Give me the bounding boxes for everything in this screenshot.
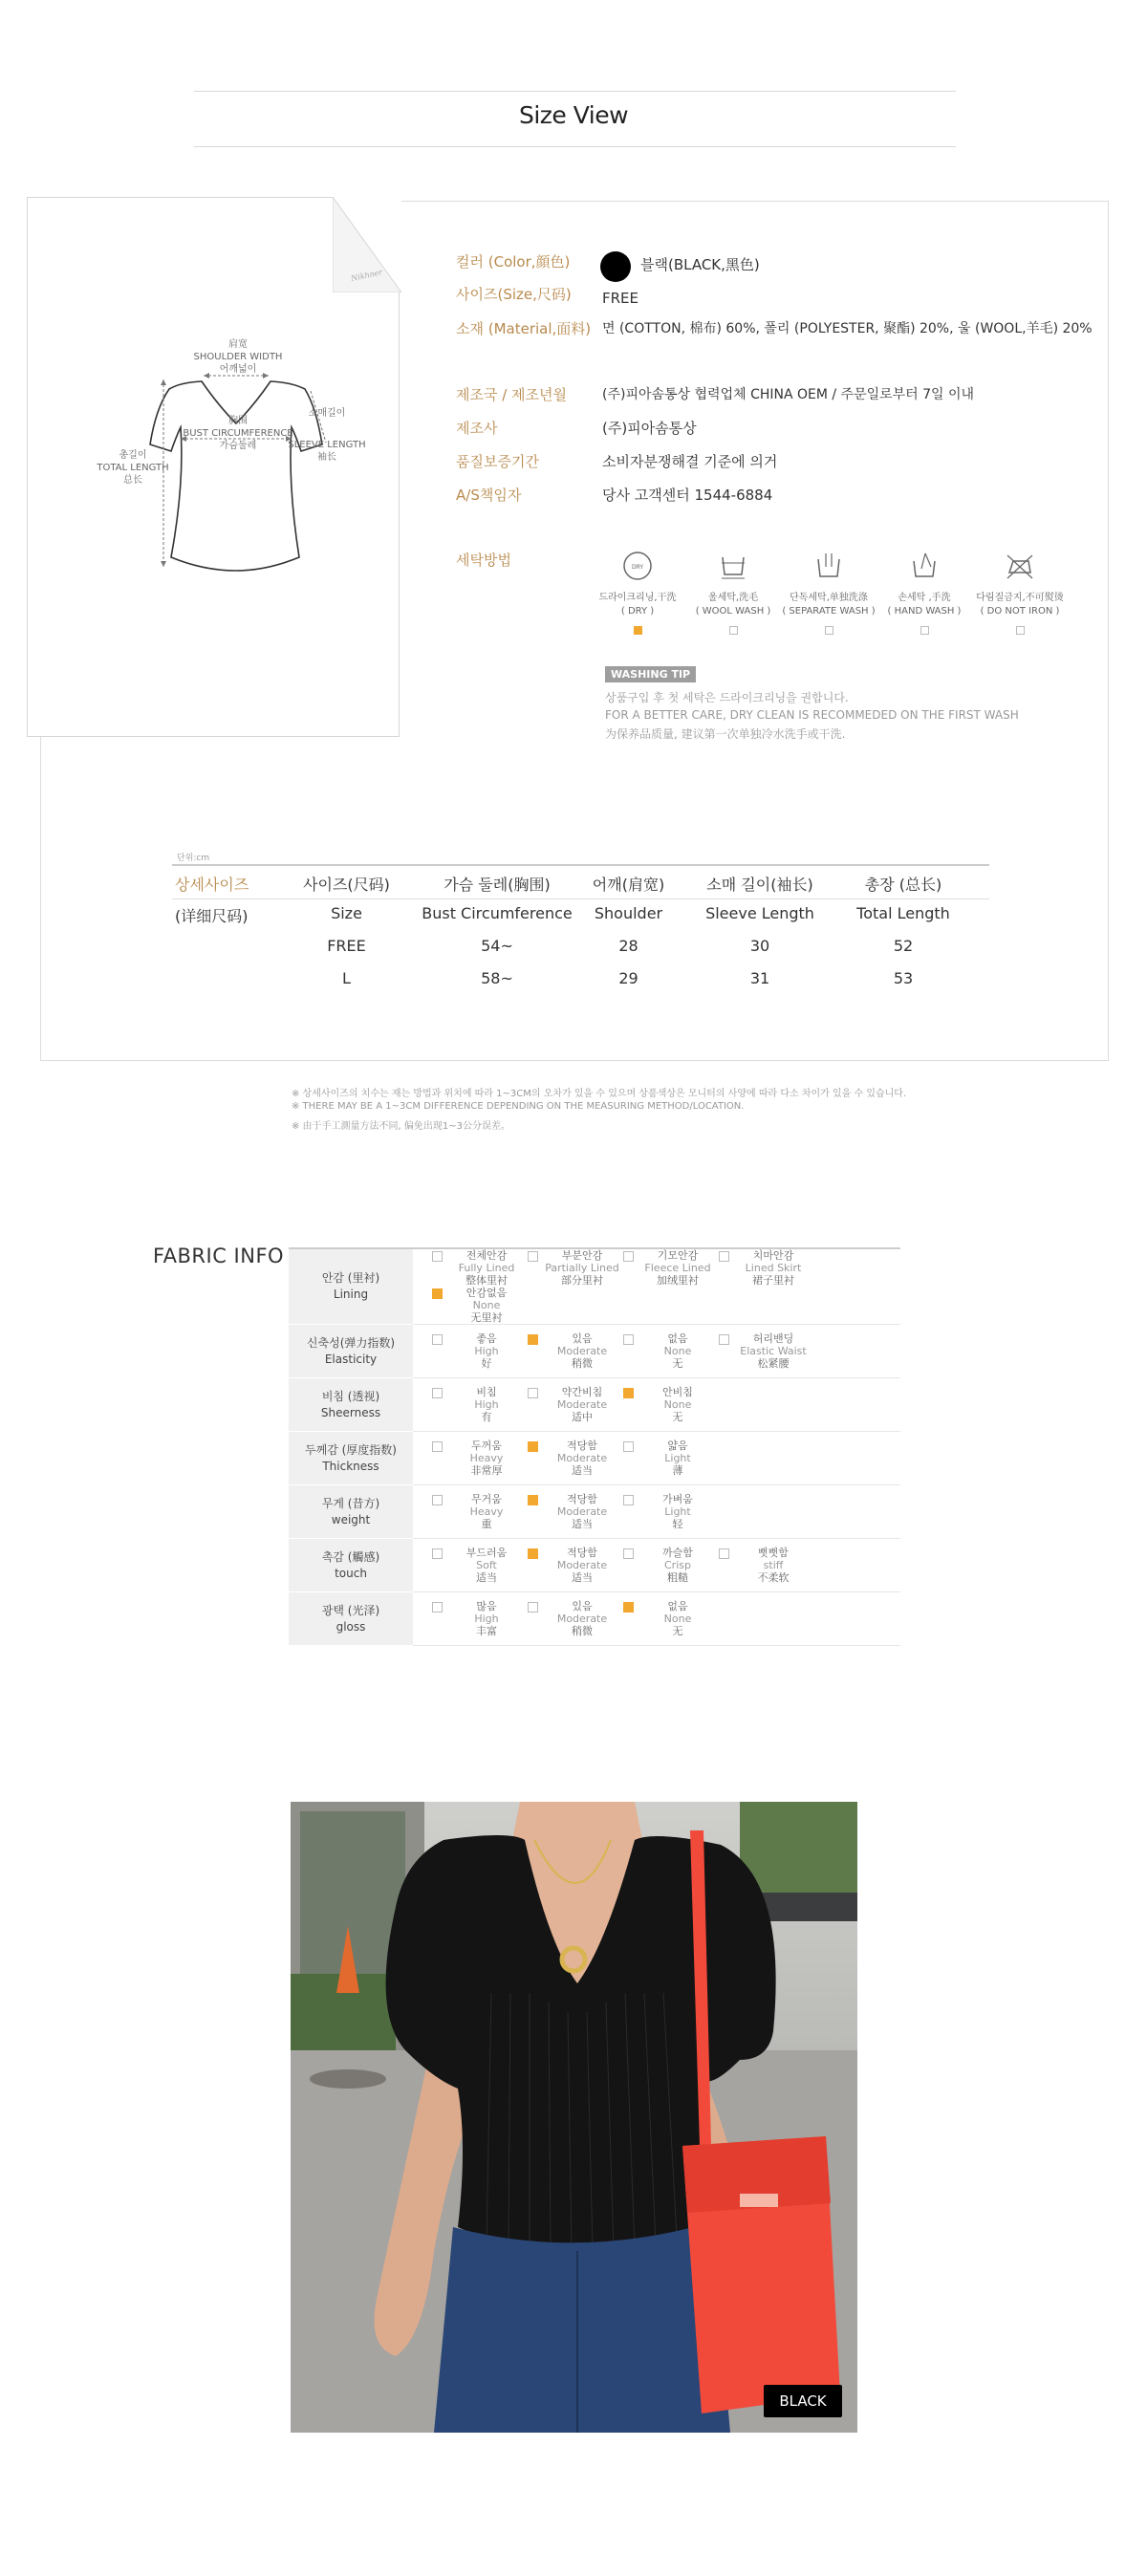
fabric-checkbox bbox=[432, 1288, 443, 1299]
fabric-option bbox=[432, 1287, 528, 1324]
fabric-option-zh: 适当 bbox=[572, 1464, 593, 1477]
hand-wash-icon bbox=[908, 550, 941, 582]
as-value: 당사 고객센터 1544-6884 bbox=[602, 487, 773, 504]
fabric-option-ko: 가벼움 bbox=[662, 1493, 693, 1505]
fabric-checkbox bbox=[432, 1602, 443, 1613]
wash-option-hand bbox=[872, 550, 977, 635]
fabric-label-ko: 광택 (光泽) bbox=[321, 1603, 380, 1617]
fabric-checkbox bbox=[528, 1495, 538, 1505]
fabric-option bbox=[719, 1547, 814, 1584]
fabric-checkbox bbox=[432, 1441, 443, 1452]
product-photo bbox=[291, 1802, 857, 2433]
fabric-option-zh: 整体里衬 bbox=[465, 1274, 508, 1287]
wash-label-ko: 울세탁,洗毛 bbox=[707, 593, 759, 603]
fabric-option bbox=[432, 1440, 528, 1477]
color-swatch-black bbox=[600, 251, 631, 282]
fabric-option bbox=[432, 1600, 528, 1637]
shoulder-label-ko: 어깨넓이 bbox=[219, 364, 257, 375]
fabric-option-ko: 부분안감 bbox=[561, 1249, 603, 1262]
sleeve-label-en: SLEEVE LENGTH bbox=[288, 440, 366, 450]
fabric-option-ko: 적당함 bbox=[567, 1440, 597, 1452]
fabric-checkbox bbox=[623, 1251, 634, 1262]
warranty-label: 품질보증기간 bbox=[456, 453, 539, 470]
shoulder-label-zh: 肩宽 bbox=[228, 339, 248, 350]
origin-label: 제조국 / 제조년월 bbox=[456, 386, 568, 403]
shoulder-label-en: SHOULDER WIDTH bbox=[193, 352, 283, 362]
fabric-option-zh: 有 bbox=[481, 1411, 492, 1423]
wash-label-ko: 드라이크리닝,干洗 bbox=[598, 593, 677, 603]
wash-option-dry bbox=[585, 550, 690, 635]
fabric-option-ko: 좋음 bbox=[476, 1332, 497, 1345]
fabric-options bbox=[413, 1592, 900, 1646]
fabric-option-ko: 부드러움 bbox=[465, 1547, 508, 1559]
fabric-label-en: Lining bbox=[333, 1288, 369, 1301]
fabric-option-ko: 많음 bbox=[476, 1600, 497, 1613]
bust-label-en: BUST CIRCUMFERENCE bbox=[183, 428, 293, 439]
fabric-option-en: Lined Skirt bbox=[745, 1262, 802, 1274]
size-col-header-en: Size bbox=[331, 904, 362, 922]
fabric-option-ko: 뻣뻣함 bbox=[758, 1547, 789, 1559]
fabric-option bbox=[623, 1440, 719, 1477]
fabric-option-en: Moderate bbox=[556, 1505, 608, 1518]
fabric-option bbox=[528, 1547, 623, 1584]
size-unit: 단위:cm bbox=[177, 854, 210, 863]
fabric-label-ko: 안감 (里衬) bbox=[321, 1271, 380, 1285]
fabric-option bbox=[528, 1249, 623, 1287]
fabric-option-zh: 薄 bbox=[672, 1464, 683, 1477]
color-label: 컬러 (Color,顔色) bbox=[456, 253, 571, 271]
origin-value: (주)피아솜통상 협력업체 CHINA OEM / 주문일로부터 7일 이내 bbox=[602, 387, 975, 402]
fabric-row-label bbox=[289, 1539, 413, 1592]
maker-value: (주)피아솜통상 bbox=[602, 420, 697, 437]
fabric-checkbox bbox=[719, 1548, 729, 1559]
wash-label-en: ( DO NOT IRON ) bbox=[980, 606, 1060, 617]
fabric-option-zh: 适当 bbox=[572, 1518, 593, 1530]
washing-tip-en: FOR A BETTER CARE, DRY CLEAN IS RECOMMEDED ON THE FIRST WASH bbox=[605, 708, 1019, 722]
size-col-header-en: Bust Circumference bbox=[422, 904, 573, 922]
fabric-option bbox=[719, 1249, 814, 1287]
fabric-label-ko: 두께감 (厚度指数) bbox=[305, 1442, 397, 1457]
fabric-option-en: Partially Lined bbox=[545, 1262, 619, 1274]
fabric-row bbox=[289, 1325, 900, 1378]
fabric-option-zh: 无里衬 bbox=[470, 1311, 503, 1324]
fabric-option-zh: 非常厚 bbox=[470, 1464, 503, 1477]
total-label-ko: 총길이 bbox=[119, 450, 147, 461]
fabric-option-ko: 안비침 bbox=[662, 1386, 693, 1398]
fabric-checkbox bbox=[432, 1251, 443, 1262]
title-bottom-divider bbox=[194, 146, 956, 147]
fabric-option bbox=[528, 1600, 623, 1637]
fabric-row-label bbox=[289, 1325, 413, 1378]
fabric-option-ko: 허리밴딩 bbox=[752, 1332, 794, 1345]
fabric-row-label bbox=[289, 1485, 413, 1539]
fabric-info-table bbox=[289, 1247, 900, 1646]
fabric-row bbox=[289, 1432, 900, 1485]
fabric-option-zh: 松紧腰 bbox=[757, 1357, 790, 1370]
sleeve-label-zh: 袖长 bbox=[317, 452, 336, 463]
total-label-zh: 总长 bbox=[123, 475, 142, 486]
fabric-option-en: None bbox=[663, 1613, 692, 1625]
fabric-row-label bbox=[289, 1248, 413, 1325]
fabric-option bbox=[623, 1547, 719, 1584]
fabric-options bbox=[413, 1485, 900, 1539]
fabric-checkbox bbox=[528, 1251, 538, 1262]
fabric-option-ko: 까슬함 bbox=[662, 1547, 693, 1559]
fabric-label-ko: 신축성(弹力指数) bbox=[306, 1335, 396, 1350]
fabric-row-label bbox=[289, 1592, 413, 1646]
fabric-option-en: High bbox=[474, 1345, 499, 1357]
fabric-label-en: gloss bbox=[335, 1619, 366, 1634]
fabric-checkbox bbox=[719, 1251, 729, 1262]
fabric-option-en: Light bbox=[664, 1505, 691, 1518]
fabric-option bbox=[719, 1332, 814, 1370]
wash-label-en: ( SEPARATE WASH ) bbox=[782, 606, 876, 617]
wool-wash-icon bbox=[717, 550, 749, 582]
fabric-option-en: None bbox=[663, 1345, 692, 1357]
fabric-option-zh: 无 bbox=[672, 1411, 683, 1423]
fabric-label-en: weight bbox=[331, 1512, 371, 1526]
size-value: FREE bbox=[602, 290, 639, 307]
fabric-option bbox=[623, 1249, 719, 1287]
fabric-option bbox=[432, 1386, 528, 1423]
fabric-option-en: Heavy bbox=[469, 1505, 504, 1518]
fabric-checkbox bbox=[623, 1334, 634, 1345]
color-value: 블랙(BLACK,黑色) bbox=[640, 256, 760, 273]
fabric-checkbox bbox=[719, 1334, 729, 1345]
fabric-checkbox bbox=[623, 1548, 634, 1559]
fabric-option bbox=[528, 1386, 623, 1423]
size-cell: 53 bbox=[893, 969, 914, 987]
card-folded-corner bbox=[333, 197, 401, 292]
size-cell: 31 bbox=[749, 969, 770, 987]
wash-option-wool bbox=[681, 550, 786, 635]
warranty-value: 소비자분쟁해결 기준에 의거 bbox=[602, 453, 778, 470]
fabric-option-en: Moderate bbox=[556, 1452, 608, 1464]
wash-checkbox bbox=[825, 626, 833, 635]
wash-label-ko: 다림질금지,不可熨烫 bbox=[976, 593, 1064, 603]
fabric-info-title: FABRIC INFO bbox=[153, 1245, 285, 1267]
fabric-option-zh: 无 bbox=[672, 1625, 683, 1637]
fabric-option-ko: 기모안감 bbox=[657, 1249, 699, 1262]
fabric-option bbox=[432, 1547, 528, 1584]
size-col-header-en: Shoulder bbox=[594, 904, 663, 922]
wash-method-label: 세탁방법 bbox=[456, 552, 511, 569]
dry-clean-icon bbox=[621, 550, 654, 582]
wash-checkbox bbox=[729, 626, 738, 635]
fabric-option-ko: 적당함 bbox=[567, 1547, 597, 1559]
wash-label-ko: 손세탁 ,手洗 bbox=[898, 593, 951, 603]
wash-option-separate bbox=[776, 550, 881, 635]
fabric-option bbox=[432, 1332, 528, 1370]
fabric-checkbox bbox=[623, 1602, 634, 1613]
note-zh: ※ 由于手工測量方法不同, 偏免出现1~3公分误差。 bbox=[292, 1121, 511, 1132]
fabric-option-zh: 粗糙 bbox=[667, 1571, 688, 1584]
sleeve-label-ko: 소매길이 bbox=[308, 408, 346, 419]
fabric-option-ko: 약간비침 bbox=[561, 1386, 603, 1398]
size-col-header: 소매 길이(袖长) bbox=[706, 876, 813, 894]
page-title: Size View bbox=[518, 101, 629, 129]
size-cell: FREE bbox=[327, 937, 366, 955]
fabric-row-label bbox=[289, 1378, 413, 1432]
bust-label-ko: 가슴둘레 bbox=[219, 441, 257, 451]
wash-checkbox bbox=[1016, 626, 1025, 635]
fabric-option-ko: 안감없음 bbox=[465, 1287, 508, 1299]
fabric-option-en: stiff bbox=[763, 1559, 784, 1571]
fabric-option-en: Crisp bbox=[664, 1559, 691, 1571]
material-label: 소재 (Material,面料) bbox=[456, 320, 592, 337]
fabric-option-en: Soft bbox=[476, 1559, 497, 1571]
fabric-option-en: Fleece Lined bbox=[644, 1262, 711, 1274]
fabric-option-en: Fully Lined bbox=[458, 1262, 515, 1274]
wash-option-no-iron bbox=[967, 550, 1072, 635]
fabric-option bbox=[623, 1386, 719, 1423]
size-table-header-ko: 상세사이즈 bbox=[175, 876, 249, 894]
fabric-label-ko: 비침 (透视) bbox=[321, 1389, 380, 1403]
wash-label-en: ( WOOL WASH ) bbox=[695, 606, 771, 617]
fabric-label-ko: 무게 (昔方) bbox=[321, 1496, 380, 1510]
size-cell: 28 bbox=[618, 937, 638, 955]
fabric-option bbox=[623, 1493, 719, 1530]
fabric-option-zh: 稍微 bbox=[572, 1357, 593, 1370]
fabric-option-zh: 适当 bbox=[476, 1571, 497, 1584]
washing-tip-zh: 为保养品质量, 建议第一次单独冷水洗手或干洗. bbox=[605, 727, 846, 741]
fabric-checkbox bbox=[623, 1441, 634, 1452]
fabric-option bbox=[528, 1332, 623, 1370]
wash-checkbox bbox=[634, 626, 642, 635]
fabric-label-en: Thickness bbox=[322, 1459, 379, 1473]
fabric-option bbox=[432, 1249, 528, 1287]
fabric-option-ko: 없음 bbox=[667, 1600, 688, 1613]
fabric-option-en: Elastic Waist bbox=[740, 1345, 807, 1357]
fabric-checkbox bbox=[528, 1602, 538, 1613]
fabric-options bbox=[413, 1248, 900, 1325]
fabric-option-en: Moderate bbox=[556, 1613, 608, 1625]
size-col-header: 총장 (总长) bbox=[864, 876, 942, 894]
fabric-checkbox bbox=[528, 1441, 538, 1452]
fabric-row bbox=[289, 1539, 900, 1592]
fabric-label-en: touch bbox=[335, 1566, 367, 1580]
size-label: 사이즈(Size,尺码) bbox=[456, 286, 572, 303]
fabric-option-en: Moderate bbox=[556, 1345, 608, 1357]
fabric-option-en: Moderate bbox=[556, 1559, 608, 1571]
fabric-option-zh: 丰富 bbox=[476, 1625, 497, 1637]
washing-tip-ko: 상품구입 후 첫 세탁은 드라이크리닝을 권합니다. bbox=[605, 691, 849, 704]
size-cell: L bbox=[342, 969, 351, 987]
fabric-options bbox=[413, 1539, 900, 1592]
size-col-header-en: Total Length bbox=[856, 904, 950, 922]
fabric-row bbox=[289, 1248, 900, 1325]
wash-checkbox bbox=[920, 626, 929, 635]
fabric-options bbox=[413, 1432, 900, 1485]
fabric-option-en: None bbox=[663, 1398, 692, 1411]
color-badge: BLACK bbox=[764, 2385, 842, 2417]
size-col-header: 사이즈(尺码) bbox=[303, 876, 390, 894]
fabric-option bbox=[623, 1600, 719, 1637]
fabric-checkbox bbox=[432, 1388, 443, 1398]
fabric-option-zh: 稍微 bbox=[572, 1625, 593, 1637]
svg-text:DRY: DRY bbox=[631, 564, 644, 571]
size-col-header: 어깨(肩宽) bbox=[592, 876, 665, 894]
fabric-option-zh: 好 bbox=[481, 1357, 492, 1370]
fabric-option-zh: 轻 bbox=[672, 1518, 683, 1530]
fabric-option-zh: 加绒里衬 bbox=[657, 1274, 699, 1287]
size-table-header-zh: (详细尺码) bbox=[175, 907, 249, 925]
wash-label-en: ( DRY ) bbox=[620, 606, 655, 617]
fabric-option-en: High bbox=[474, 1398, 499, 1411]
fabric-options bbox=[413, 1325, 900, 1378]
fabric-label-en: Sheerness bbox=[320, 1405, 381, 1419]
fabric-option-ko: 무거움 bbox=[471, 1493, 502, 1505]
brand-signature: Nikhner bbox=[350, 268, 383, 283]
fabric-row-label bbox=[289, 1432, 413, 1485]
no-iron-icon bbox=[1004, 550, 1036, 582]
fabric-option-ko: 있음 bbox=[572, 1600, 593, 1613]
separate-wash-icon bbox=[812, 550, 845, 582]
fabric-option-ko: 얇음 bbox=[667, 1440, 688, 1452]
wash-label-ko: 단독세탁,单独洗涤 bbox=[790, 593, 868, 603]
fabric-option-ko: 적당함 bbox=[567, 1493, 597, 1505]
fabric-option-zh: 无 bbox=[672, 1357, 683, 1370]
size-cell: 54~ bbox=[481, 937, 513, 955]
size-table-top-border bbox=[172, 864, 989, 866]
fabric-row bbox=[289, 1378, 900, 1432]
title-top-divider bbox=[194, 91, 956, 92]
fabric-row bbox=[289, 1485, 900, 1539]
fabric-option-ko: 없음 bbox=[667, 1332, 688, 1345]
fabric-option bbox=[623, 1332, 719, 1370]
size-cell: 29 bbox=[618, 969, 638, 987]
fabric-option-en: Light bbox=[664, 1452, 691, 1464]
note-en: ※ THERE MAY BE A 1~3CM DIFFERENCE DEPENDING ON THE MEASURING METHOD/LOCATION. bbox=[292, 1101, 745, 1112]
fabric-option-zh: 部分里衬 bbox=[561, 1274, 603, 1287]
total-label-en: TOTAL LENGTH bbox=[97, 463, 169, 473]
fabric-option-zh: 不柔软 bbox=[757, 1571, 790, 1584]
washing-tip-badge: WASHING TIP bbox=[605, 666, 696, 682]
fabric-checkbox bbox=[623, 1388, 634, 1398]
fabric-option bbox=[528, 1493, 623, 1530]
fabric-option-ko: 있음 bbox=[572, 1332, 593, 1345]
as-label: A/S책임자 bbox=[456, 487, 522, 504]
size-cell: 58~ bbox=[481, 969, 513, 987]
fabric-row bbox=[289, 1592, 900, 1646]
size-table-divider bbox=[172, 898, 989, 899]
fabric-option-zh: 适中 bbox=[572, 1411, 593, 1423]
wash-label-en: ( HAND WASH ) bbox=[887, 606, 962, 617]
size-cell: 52 bbox=[893, 937, 914, 955]
fabric-checkbox bbox=[432, 1548, 443, 1559]
note-ko: ※ 상세사이즈의 치수는 재는 방법과 위치에 따라 1~3CM의 오차가 있을 수 있으며 상품색상은 모니터의 사양에 따라 다소 차이가 있을 수 있습니다. bbox=[292, 1089, 907, 1099]
fabric-options bbox=[413, 1378, 900, 1432]
fabric-label-en: Elasticity bbox=[324, 1352, 378, 1366]
fabric-option-ko: 전체안감 bbox=[465, 1249, 508, 1262]
bust-label-zh: 胸围 bbox=[228, 416, 248, 426]
fabric-option-en: High bbox=[474, 1613, 499, 1625]
maker-label: 제조사 bbox=[456, 420, 498, 437]
fabric-label-ko: 촉감 (觸感) bbox=[321, 1549, 380, 1564]
fabric-checkbox bbox=[623, 1495, 634, 1505]
fabric-checkbox bbox=[432, 1495, 443, 1505]
size-col-header: 가슴 둘레(胸围) bbox=[444, 876, 551, 894]
fabric-option-en: Heavy bbox=[469, 1452, 504, 1464]
size-cell: 30 bbox=[749, 937, 770, 955]
material-value: 면 (COTTON, 棉布) 60%, 폴리 (POLYESTER, 聚酯) 20%, 울 (WOOL,羊毛) 20% bbox=[602, 321, 1093, 336]
size-col-header-en: Sleeve Length bbox=[705, 904, 814, 922]
fabric-checkbox bbox=[528, 1548, 538, 1559]
fabric-checkbox bbox=[432, 1334, 443, 1345]
model-photo-illustration bbox=[291, 1802, 857, 2433]
fabric-option-en: Moderate bbox=[556, 1398, 608, 1411]
fabric-option-ko: 치마안감 bbox=[752, 1249, 794, 1262]
fabric-option-zh: 裙子里衬 bbox=[752, 1274, 794, 1287]
fabric-option bbox=[528, 1440, 623, 1477]
fabric-checkbox bbox=[528, 1388, 538, 1398]
fabric-option-zh: 适当 bbox=[572, 1571, 593, 1584]
fabric-option-ko: 두꺼움 bbox=[471, 1440, 502, 1452]
fabric-option-ko: 비침 bbox=[476, 1386, 497, 1398]
fabric-option-en: None bbox=[472, 1299, 501, 1311]
fabric-option-zh: 重 bbox=[481, 1518, 492, 1530]
fabric-option bbox=[432, 1493, 528, 1530]
fabric-checkbox bbox=[528, 1334, 538, 1345]
